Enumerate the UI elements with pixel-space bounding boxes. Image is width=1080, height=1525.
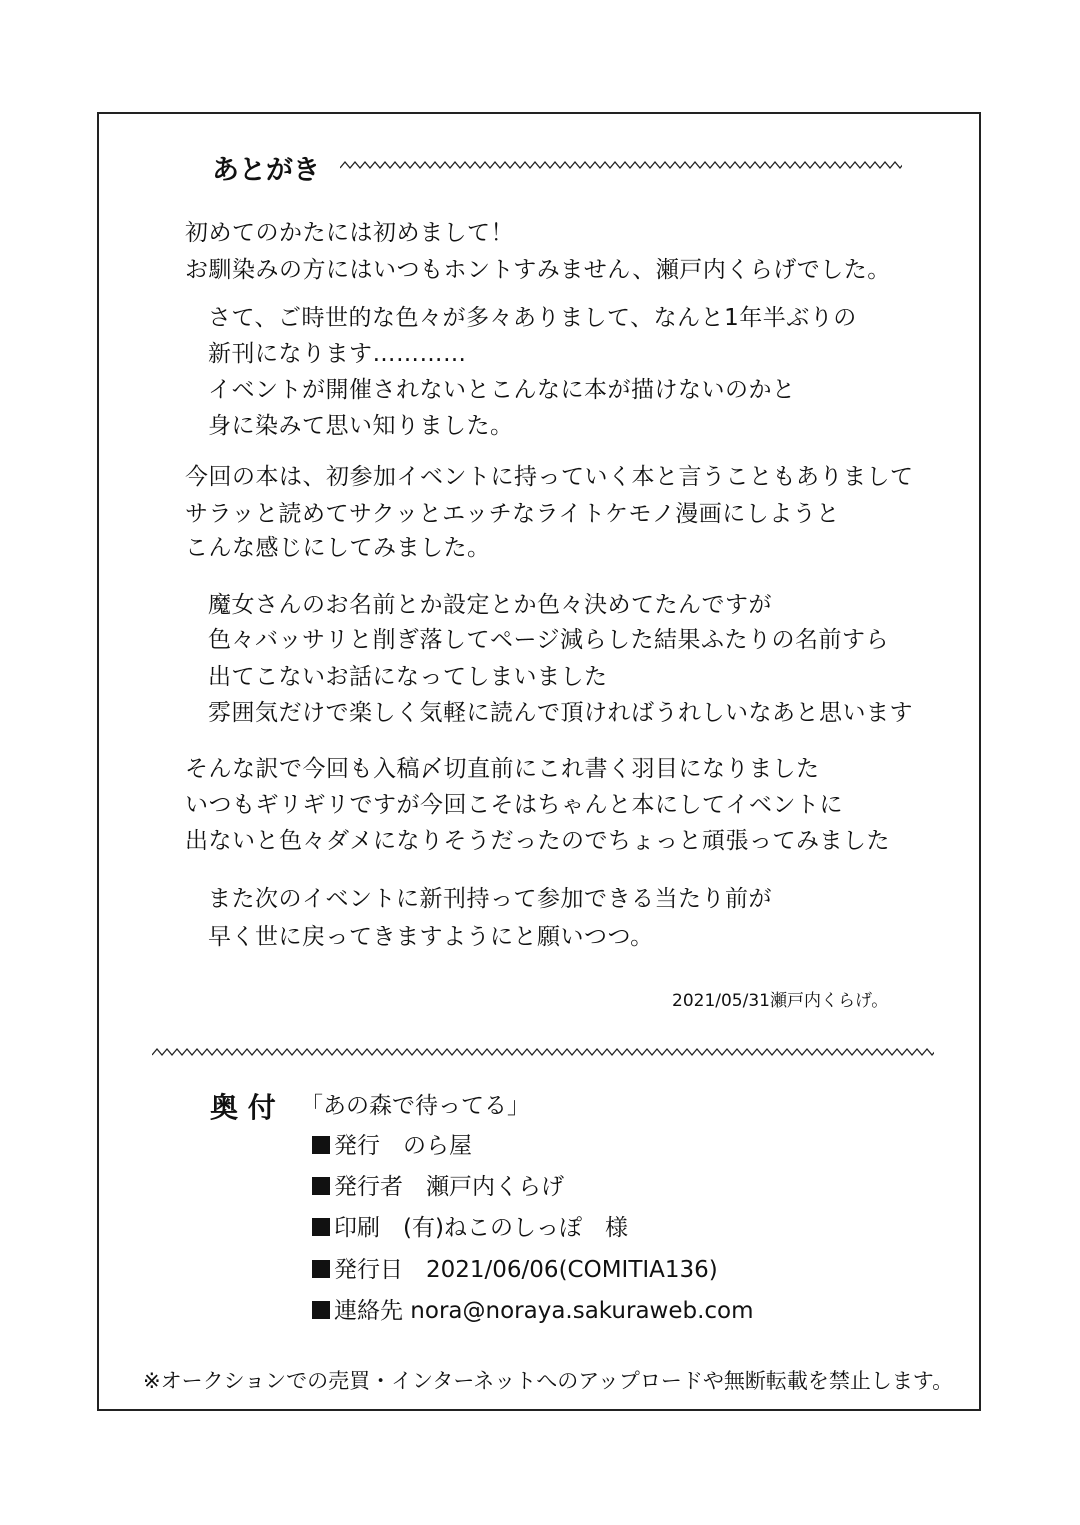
afterword-line: 身に染みて思い知りました。: [208, 413, 514, 439]
square-bullet-icon: [312, 1136, 330, 1154]
wavy-line: [152, 1049, 934, 1055]
afterword-line: 魔女さんのお名前とか設定とか色々決めてたんですが: [208, 592, 772, 618]
square-bullet-icon: [312, 1218, 330, 1236]
afterword-line: 雰囲気だけで楽しく気軽に読んで頂ければうれしいなあと思います: [208, 700, 913, 726]
colophon-item: [312, 1209, 628, 1242]
afterword-line: さて、ご時世的な色々が多々ありまして、なんと1年半ぶりの: [208, 305, 857, 331]
afterword-line: また次のイベントに新刊持って参加できる当たり前が: [208, 886, 772, 912]
afterword-line: 色々バッサリと削ぎ落してページ減らした結果ふたりの名前すら: [208, 627, 890, 653]
square-bullet-icon: [312, 1301, 330, 1319]
afterword-line: そんな訳で今回も入稿〆切直前にこれ書く羽目になりました: [185, 756, 820, 782]
book-title: 「あの森で待ってる」: [300, 1093, 530, 1119]
colophon-item: [312, 1251, 718, 1284]
colophon-item: [312, 1168, 564, 1201]
afterword-line: イベントが開催されないとこんなに本が描けないのかと: [208, 377, 796, 403]
afterword-line: サラッと読めてサクッとエッチなライトケモノ漫画にしようと: [185, 501, 840, 527]
wavy-divider: [152, 1044, 934, 1060]
colophon-label: 奥 付: [210, 1091, 276, 1124]
colophon-item-text: 連絡先 nora@noraya.sakuraweb.com: [334, 1298, 754, 1324]
afterword-line: 今回の本は、初参加イベントに持っていく本と言うこともありまして: [185, 464, 914, 490]
afterword-line: 出ないと色々ダメになりそうだったのでちょっと頑張ってみました: [185, 828, 890, 854]
colophon-item-text: 発行 のら屋: [334, 1133, 472, 1159]
colophon-item-text: 発行者 瀬戸内くらげ: [334, 1174, 564, 1200]
afterword-line: こんな感じにしてみました。: [185, 535, 491, 561]
wavy-divider: [340, 157, 902, 173]
afterword-line: お馴染みの方にはいつもホントすみません、瀬戸内くらげでした。: [185, 257, 891, 283]
wavy-line: [340, 162, 902, 168]
afterword-title: あとがき: [212, 155, 320, 186]
afterword-line: 出てこないお話になってしまいました: [208, 664, 608, 690]
afterword-line: 早く世に戻ってきますようにと願いつつ。: [208, 924, 654, 950]
afterword-line: 初めてのかたには初めまして！: [185, 220, 514, 246]
signature: 2021/05/31瀬戸内くらげ。: [672, 991, 889, 1011]
colophon-item: [312, 1127, 472, 1160]
colophon-item-text: 発行日 2021/06/06(COMITIA136): [334, 1257, 718, 1283]
afterword-line: いつもギリギリですが今回こそはちゃんと本にしてイベントに: [185, 792, 843, 818]
reproduction-notice: ※オークションでの売買・インターネットへのアップロードや無断転載を禁止します。: [143, 1369, 954, 1393]
square-bullet-icon: [312, 1260, 330, 1278]
afterword-line: 新刊になります…………: [208, 341, 467, 367]
square-bullet-icon: [312, 1177, 330, 1195]
colophon-item-text: 印刷 (有)ねこのしっぽ 様: [334, 1215, 628, 1241]
colophon-item: [312, 1292, 754, 1325]
